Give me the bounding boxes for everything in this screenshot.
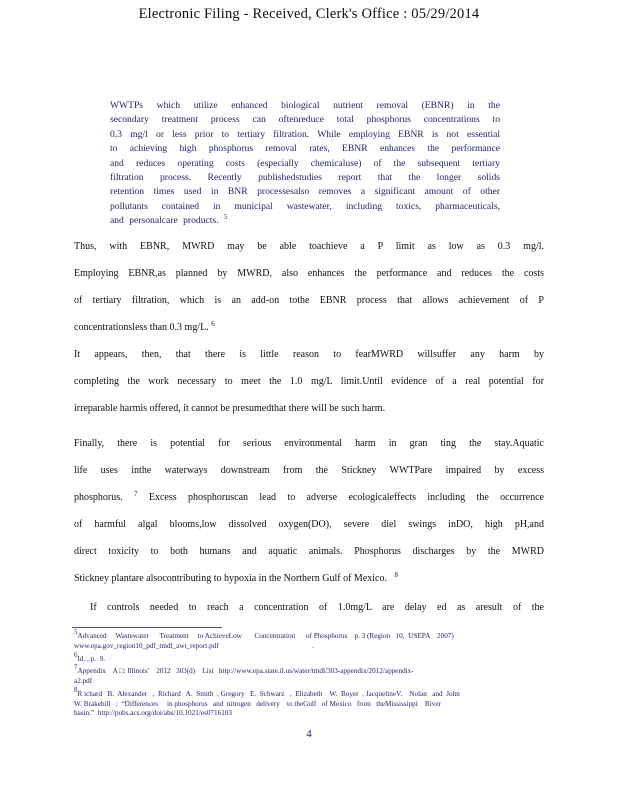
quote-line: filtration process. Recently publishedstudies report that the longer solids [110,172,500,184]
footnote-text: R ichard B. Alexander , Richard A. Smith , Gregory E. Schwarz , Elizabeth W. Boyer , JacquelineV. Nolan and John [77,690,460,698]
quote-line: 0.3 mg/l or less prior to tertiary filtration. While employing EBNR is not essential [110,128,500,140]
quote-line: to achieving high phosphorus removal rates, EBNR enhances the performance [110,143,500,155]
footnote-mark: 7 [74,663,78,671]
body-line: Finally, there is potential for serious environmental harm in gran ting the stay.Aquatic [74,438,544,449]
footnote-separator [72,627,222,628]
quote-line: WWTPs which utilize enhanced biological nutrient removal (EBNR) in the [110,100,500,111]
paragraph-controls [74,594,544,621]
paragraph-environmental-harm [74,430,544,592]
body-line: direct toxicity to both humans and aquatic animals. Phosphorus discharges by the MWRD [74,546,544,557]
page-number: 4 [306,728,312,740]
filing-stamp-header: Electronic Filing - Received, Clerk's Office : 05/29/2014 [138,6,480,22]
body-line: Employing EBNR,as planned by MWRD, also enhances the performance and reduces the costs [74,268,544,279]
body-line: concentrationsless than 0.3 mg/L. $^6$ [74,320,215,333]
body-line: completing the work necessary to meet the 1.0 mg/L limit.Until evidence of a real potential for [74,376,544,387]
footnote-text: Id. , p. 9. [77,655,106,663]
footnote-link[interactable]: www.epa.gov_region10_pdf_tmdl_awt_report.pdf . [74,641,314,650]
footnote-text[interactable]: Appendix A □: Illinois' 2012 303(d) List http://www.epa.state.il.us/water/tmdl/303-appendix/2012/appendix- [77,667,414,675]
footnote-mark: 6 [74,651,78,659]
quote-line: and personalcare products. $^5$ [110,213,228,227]
body-line: Thus, with EBNR, MWRD may be able toachieve a P limit as low as 0.3 mg/l. [74,241,544,252]
footnote-link[interactable]: basin.” http://pubs.acs.org/doi/abs/10.1021/es0716103 [74,709,232,717]
footnote-text-cont[interactable]: a2.pdf [74,676,93,685]
quote-line: pollutants contained in municipal wastewater, including toxics, pharmaceuticals, [110,200,500,212]
paragraph-ebnr [74,233,544,341]
footnote-ref-8[interactable]: 8 [394,571,398,579]
body-line: Stickney plantare alsocontributing to hypoxia in the Northern Gulf of Mexico. $^8$ [74,571,398,584]
footnote-8 [74,686,544,719]
quote-line: and reduces operating costs (especially chemicaluse) of the subsequent tertiary [110,157,500,169]
footnote-6 [74,651,544,665]
footnote-7 [74,663,544,686]
body-line: If controls needed to reach a concentration of 1.0mg/L are delay ed as aresult of the [90,602,544,613]
body-line: of harmful algal blooms,low dissolved oxygen(DO), severe diel swings inDO, high pH,and [74,519,544,530]
footnote-text-cont: W. Brakebill ; “Differences in phosphorus and nitrogen delivery to theGulf of Mexico from theMississippi River [74,699,441,708]
quote-line: retention times used in BNR processesalso removes a significant amount of other [110,186,500,198]
footnote-mark: 5 [74,628,78,636]
body-line: irreparable harmis offered, it cannot be presumedthat there will be such harm. [74,403,386,414]
footnote-mark: 8 [74,686,78,694]
footnote-ref-6[interactable]: 6 [211,320,215,328]
footnote-ref-7[interactable]: 7 [134,490,138,498]
body-line: of tertiary filtration, which is an add-on tothe EBNR process that allows achievement of P [74,295,544,306]
quote-line: secondary treatment process can oftenreduce total phosphorus concentrations to [110,114,500,126]
footnote-text: Advanced Wastewater Treatment to AchieveLow Concentration of Phosphorus p. 3 (Region 10, USEPA 2007) [77,632,454,640]
body-line: life uses inthe waterways downstream from the Stickney WWTPare impaired by excess [74,465,544,476]
footnote-ref-5[interactable]: 5 [223,213,228,222]
block-quote [110,99,500,229]
body-line: phosphorus. $^7$ Excess phosphoruscan lead to adverse ecologicaleffects including the occurrence [74,490,544,503]
body-line: It appears, then, that there is little reason to fearMWRD willsuffer any harm by [74,349,544,360]
paragraph-harm [74,341,544,422]
footnote-5 [74,628,544,651]
